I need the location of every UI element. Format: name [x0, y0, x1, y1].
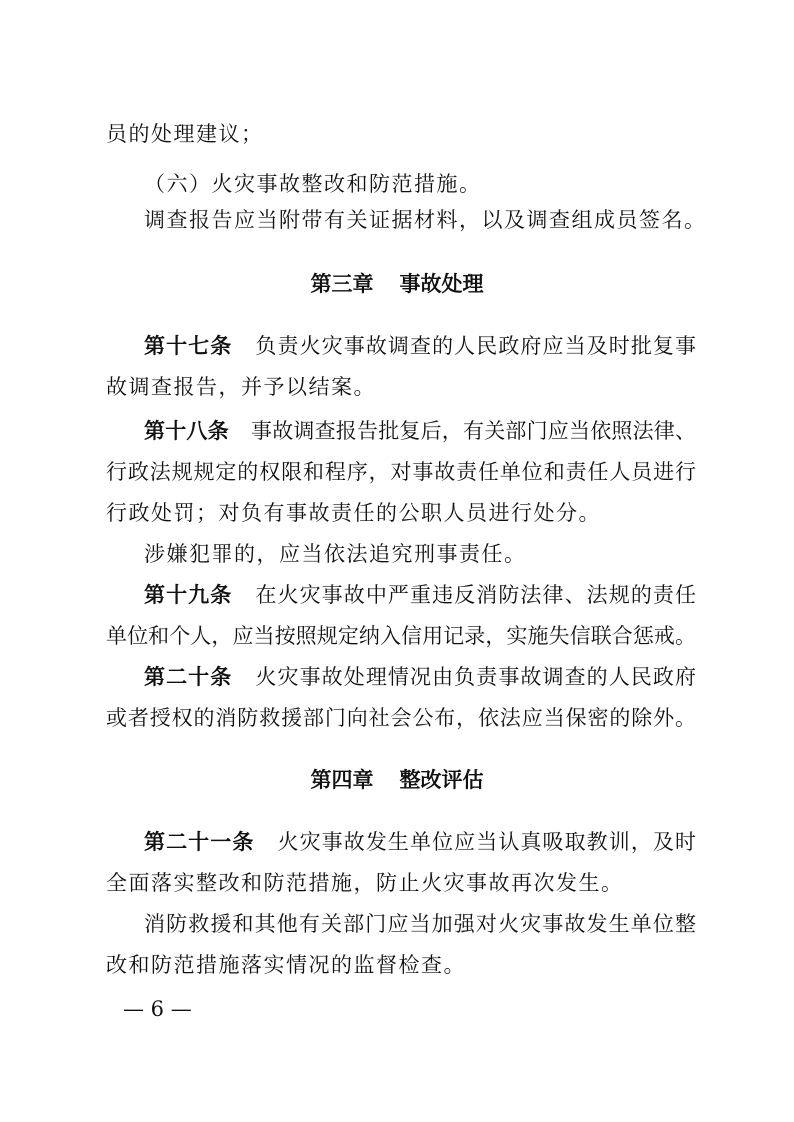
article-label: 第十九条	[144, 583, 233, 607]
chapter-number: 第三章	[310, 272, 374, 296]
article-label: 第二十条	[144, 665, 233, 689]
article-label: 第十八条	[144, 419, 229, 443]
paragraph-line: 全面落实整改和防范措施，防止火灾事故再次发生。	[106, 871, 624, 895]
chapter-heading	[0, 269, 794, 299]
article-text: 在火灾事故中严重违反消防法律、法规的责任	[254, 583, 697, 607]
article-line	[144, 827, 696, 857]
article-label: 第十七条	[144, 334, 233, 358]
page-number: — 6 —	[123, 997, 192, 1021]
article-text: 负责火灾事故调查的人民政府应当及时批复事	[254, 334, 697, 358]
paragraph-line: （六）火灾事故整改和防范措施。	[144, 172, 482, 196]
article-text: 事故调查报告批复后，有关部门应当依照法律、	[250, 419, 697, 443]
chapter-title: 整改评估	[399, 768, 484, 792]
paragraph-line: 故调查报告，并予以结案。	[106, 375, 376, 399]
paragraph-line: 行政法规规定的权限和程序，对事故责任单位和责任人员进行	[106, 460, 696, 484]
article-line	[144, 662, 696, 692]
paragraph-line: 调查报告应当附带有关证据材料，以及调查组成员签名。	[144, 208, 707, 232]
paragraph-line: 或者授权的消防救援部门向社会公布，依法应当保密的除外。	[106, 706, 696, 730]
chapter-number: 第四章	[310, 768, 374, 792]
article-line	[144, 331, 696, 361]
article-text: 火灾事故发生单位应当认真吸取教训，及时	[276, 830, 697, 854]
article-line	[144, 580, 696, 610]
chapter-heading	[0, 765, 794, 795]
chapter-title: 事故处理	[399, 272, 484, 296]
paragraph-line: 消防救援和其他有关部门应当加强对火灾事故发生单位整	[144, 912, 696, 936]
paragraph-line: 行政处罚；对负有事故责任的公职人员进行处分。	[106, 501, 601, 525]
article-label: 第二十一条	[144, 830, 255, 854]
paragraph-line: 改和防范措施落实情况的监督检查。	[106, 953, 466, 977]
paragraph-line: 涉嫌犯罪的，应当依法追究刑事责任。	[144, 542, 527, 566]
paragraph-line: 员的处理建议；	[106, 122, 264, 146]
paragraph-line: 单位和个人，应当按照规定纳入信用记录，实施失信联合惩戒。	[106, 624, 696, 648]
article-line	[144, 416, 696, 446]
article-text: 火灾事故处理情况由负责事故调查的人民政府	[254, 665, 697, 689]
